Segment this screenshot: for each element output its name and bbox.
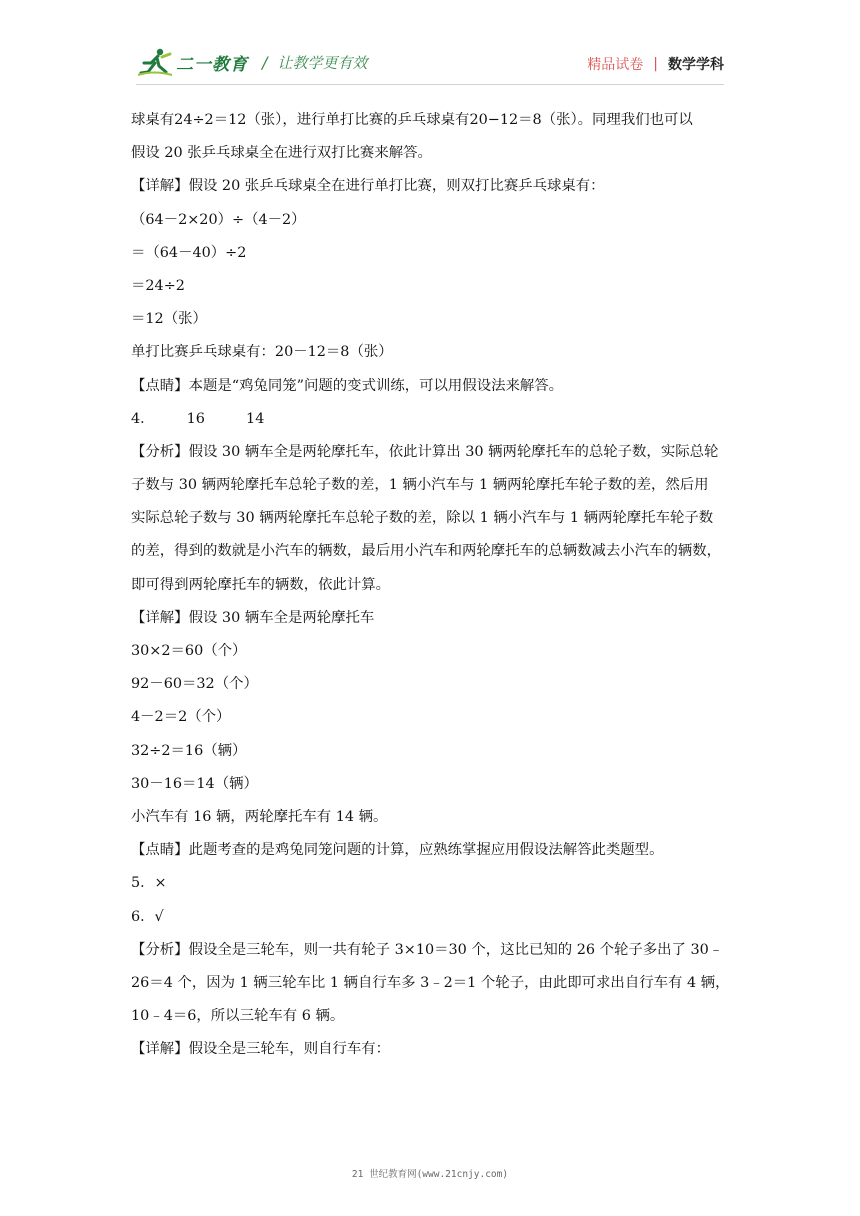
text-line: 【点睛】本题是“鸡兔同笼”问题的变式训练，可以用假设法来解答。 <box>131 377 564 394</box>
text-line: 球桌有24÷2＝12（张），进行单打比赛的乒乓球桌有20−12＝8（张）。同理我们也可以 <box>131 112 693 128</box>
text-line: 30－16＝14（辆） <box>131 775 258 792</box>
text-line: 10﹣4＝6，所以三轮车有 6 辆。 <box>131 1008 345 1025</box>
text-line: 子数与 30 辆两轮摩托车总轮子数的差，1 辆小汽车与 1 辆两轮摩托车轮子数的差，然后用 <box>131 477 709 494</box>
text-line: 6．√ <box>131 908 164 925</box>
text-line: 4－2＝2（个） <box>131 709 231 726</box>
text-line: 小汽车有 16 辆，两轮摩托车有 14 辆。 <box>131 808 388 825</box>
text-line: 【详解】假设 20 张乒乓球桌全在进行单打比赛，则双打比赛乒乓球桌有： <box>131 178 605 195</box>
header-right <box>587 54 724 74</box>
text-line: 4． 16 14 <box>131 410 265 427</box>
text-line: 【点睛】此题考查的是鸡兔同笼问题的计算，应熟练掌握应用假设法解答此类题型。 <box>131 842 664 859</box>
header-label-premium: 精品试卷 <box>587 57 644 73</box>
page-header <box>0 0 860 100</box>
text-line: 92－60＝32（个） <box>131 676 258 693</box>
document-body <box>131 109 731 1060</box>
header-separator: | <box>653 56 658 72</box>
text-line: 假设 20 张乒乓球桌全在进行双打比赛来解答。 <box>131 145 432 162</box>
text-line: 30×2＝60（个） <box>131 643 247 659</box>
text-line: 26＝4 个，因为 1 辆三轮车比 1 辆自行车多 3﹣2＝1 个轮子，由此即可求出自行车有 4 辆， <box>131 974 730 991</box>
text-line: 的差，得到的数就是小汽车的辆数，最后用小汽车和两轮摩托车的总辆数减去小汽车的辆数， <box>131 543 722 560</box>
header-rule <box>136 84 724 85</box>
text-line: 单打比赛乒乓球桌有：20－12＝8（张） <box>131 344 393 361</box>
text-line: 即可得到两轮摩托车的辆数，依此计算。 <box>131 576 391 593</box>
runner-logo-icon <box>136 46 174 78</box>
text-line: 【详解】假设全是三轮车，则自行车有： <box>131 1041 391 1058</box>
logo-divider: / <box>262 52 268 72</box>
text-line: （64－2×20）÷（4－2） <box>131 211 306 228</box>
header-label-subject: 数学学科 <box>668 57 724 73</box>
logo-text: 二一教育 <box>176 54 248 75</box>
text-line: ＝（64－40）÷2 <box>131 244 247 261</box>
text-line: 5．× <box>131 875 167 892</box>
logo-slogan: 让教学更有效 <box>277 53 368 72</box>
text-line: ＝12（张） <box>131 311 207 328</box>
logo <box>136 46 367 78</box>
text-line: 实际总轮子数与 30 辆两轮摩托车总轮子数的差，除以 1 辆小汽车与 1 辆两轮摩托车轮子数 <box>131 510 714 527</box>
page-footer: 21 世纪教育网(www.21cnjy.com) <box>351 1169 509 1180</box>
text-line: 【分析】假设全是三轮车，则一共有轮子 3×10＝30 个，这比已知的 26 个轮子多出了 30﹣ <box>131 941 724 958</box>
text-line: 【分析】假设 30 辆车全是两轮摩托车，依此计算出 30 辆两轮摩托车的总轮子数，实际总轮 <box>131 443 719 460</box>
text-line: 32÷2＝16（辆） <box>131 742 247 759</box>
text-line: 【详解】假设 30 辆车全是两轮摩托车 <box>131 609 375 626</box>
text-line: ＝24÷2 <box>131 277 185 294</box>
